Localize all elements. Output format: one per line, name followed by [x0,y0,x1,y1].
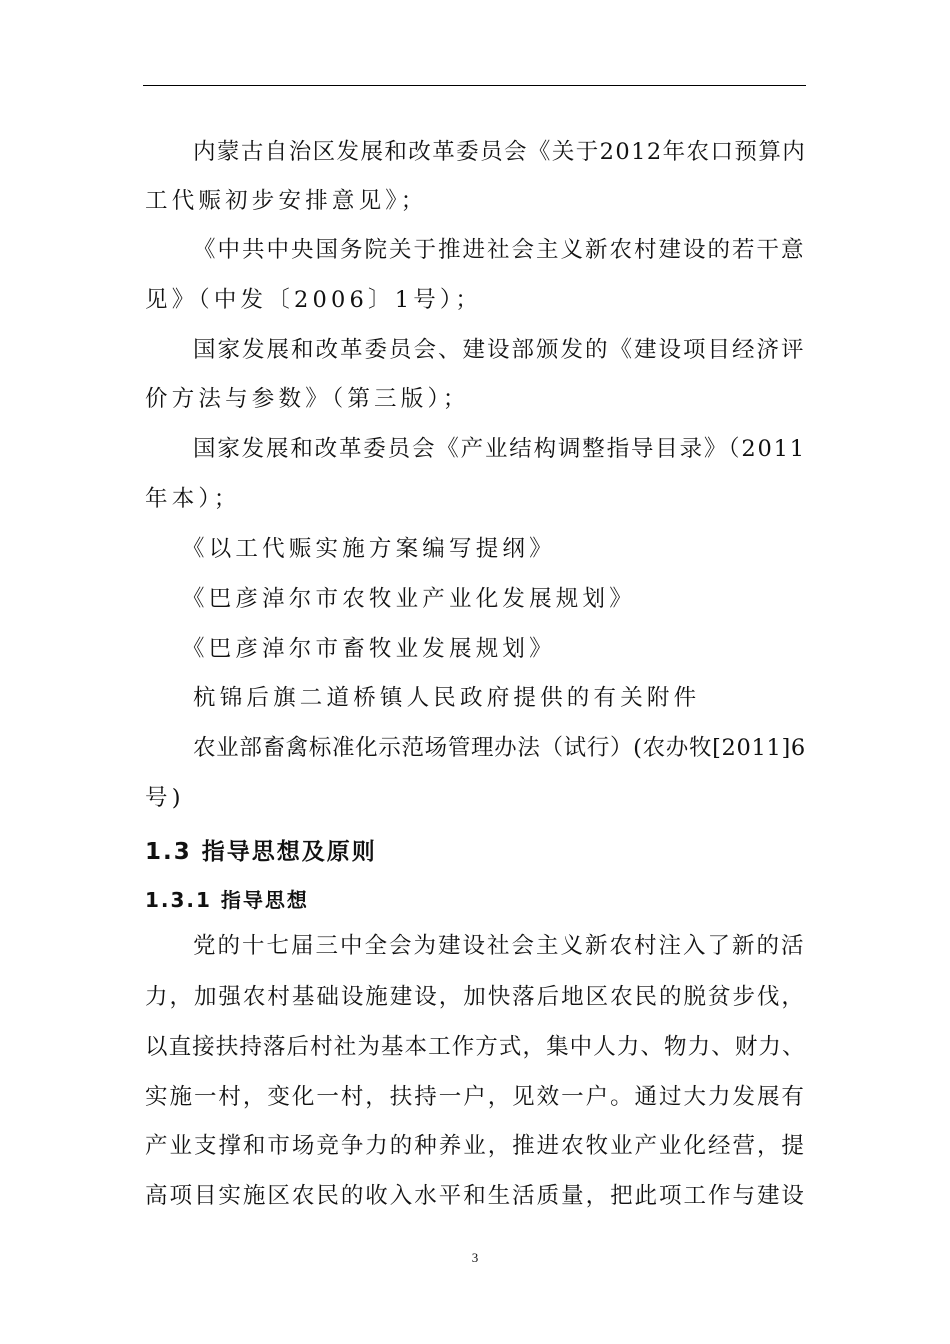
text-line: 《巴彦淖尔市畜牧业发展规划》 [182,636,556,662]
body-line: 产业支撑和市场竞争力的种养业，推进农牧业产业化经营，提 [145,1133,806,1159]
header-rule [143,85,806,86]
text-line: 国家发展和改革委员会、建设部颁发的《建设项目经济评 [193,337,806,363]
text-line: 《巴彦淖尔市农牧业产业化发展规划》 [182,586,636,612]
text-line: 国家发展和改革委员会《产业结构调整指导目录》（2011 [193,436,806,462]
text-line: 内蒙古自治区发展和改革委员会《关于2012年农口预算内 [193,139,807,165]
text-line: 价方法与参数》（第三版）； [145,386,470,412]
text-line: 工代赈初步安排意见》； [145,188,428,214]
page-number: 3 [471,1250,479,1265]
body-line: 以直接扶持落后村社为基本工作方式，集中人力、物力、财力、 [145,1034,806,1060]
section-heading: 1.3 指导思想及原则 [145,839,377,865]
text-line: 农业部畜禽标准化示范场管理办法（试行）(农办牧[2011]6 [193,735,806,761]
body-line: 力，加强农村基础设施建设，加快落后地区农民的脱贫步伐， [145,984,806,1010]
body-line: 党的十七届三中全会为建设社会主义新农村注入了新的活 [193,933,806,959]
body-line: 实施一村，变化一村，扶持一户，见效一户。通过大力发展有 [145,1084,806,1110]
text-line: 《中共中央国务院关于推进社会主义新农村建设的若干意 [193,237,806,263]
text-line: 见》（中发〔2006〕1号）； [145,287,483,313]
text-line: 号) [145,785,185,811]
text-line: 年本）； [145,486,241,512]
text-line: 杭锦后旗二道桥镇人民政府提供的有关附件 [193,685,701,711]
text-line: 《以工代赈实施方案编写提纲》 [182,536,556,562]
subsection-heading: 1.3.1 指导思想 [145,888,309,912]
body-line: 高项目实施区农民的收入水平和生活质量，把此项工作与建设 [145,1183,806,1209]
